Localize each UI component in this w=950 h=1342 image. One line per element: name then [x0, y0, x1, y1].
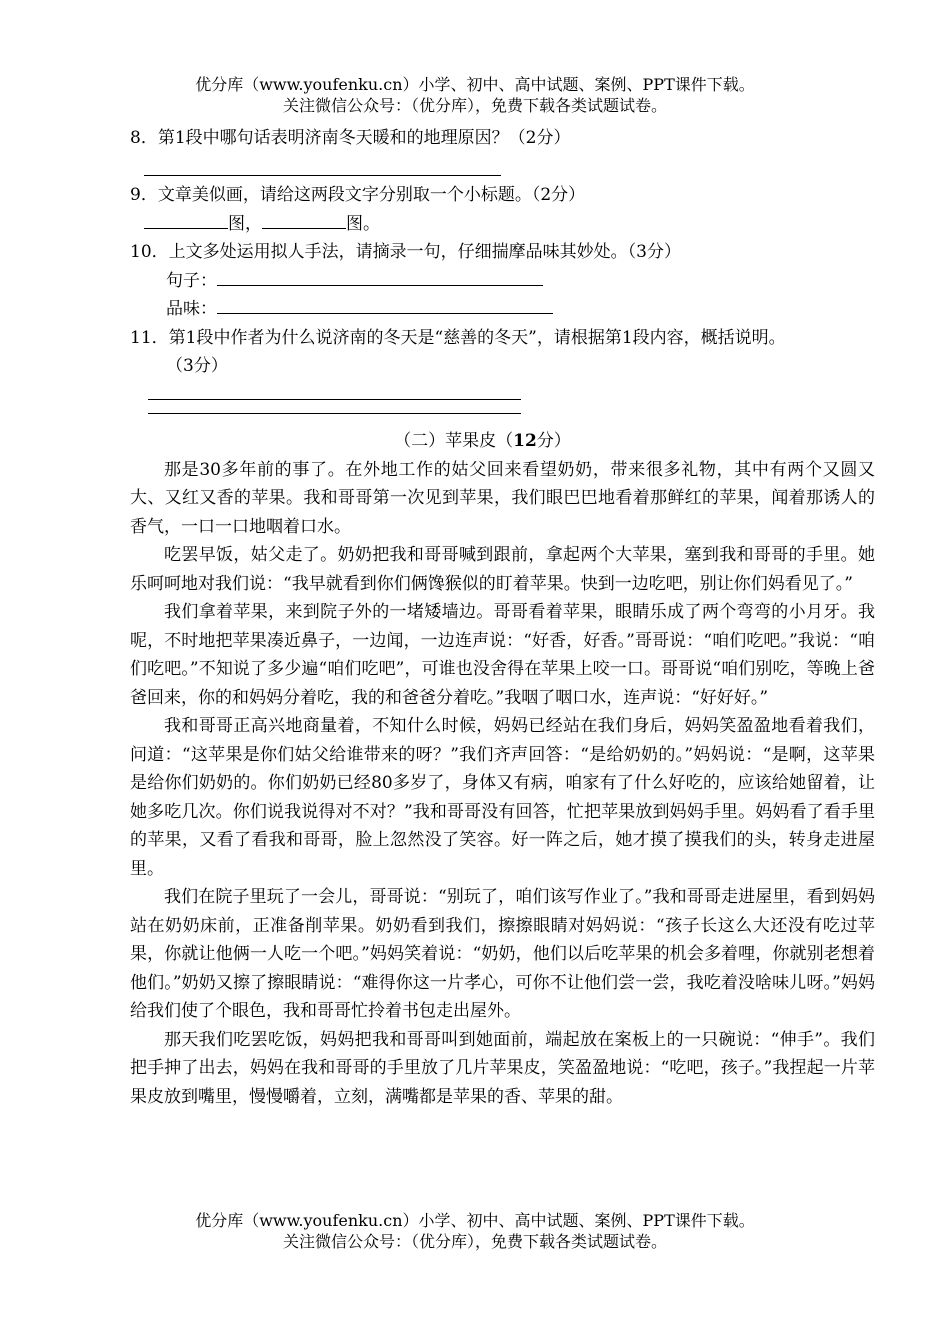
answer-line-q10-taste: [217, 296, 553, 314]
answer-line-q9-1: [144, 211, 228, 229]
header-line-2: 关注微信公众号：（优分库），免费下载各类试题试卷。: [282, 96, 667, 115]
article-paragraph-6: 那天我们吃罢吃饭，妈妈把我和哥哥叫到她面前，端起放在案板上的一只碗说：“伸手”。我们把手抻了出去，妈妈在我和哥哥的手里放了几片苹果皮，笑盈盈地说：“吃吧，孩子。”我捏起一片苹果皮放到嘴里，慢慢嚼着，立刻，满嘴都是苹果的香、苹果的甜。: [130, 1029, 875, 1107]
question-9: 9．文章美似画，请给这两段文字分别取一个小标题。（2分）: [130, 185, 586, 205]
section-2-title-suffix: 分）: [536, 431, 571, 451]
article-paragraph-3: 我们拿着苹果，来到院子外的一堵矮墙边。哥哥看着苹果，眼睛乐成了两个弯弯的小月牙。我呢，不时地把苹果凑近鼻子，一边闻，一边连声说：“好香，好香。”哥哥说：“咱们吃吧。”我说：“咱们吃吧。”不知说了多少遍“咱们吃吧”，可谁也没舍得在苹果上咬一口。哥哥说“咱们别吃，等晚上爸爸回来，你的和妈妈分着吃，我的和爸爸分着吃。”我咽了咽口水，连声说：“好好好。”: [130, 602, 875, 708]
question-11: 11．第1段中作者为什么说济南的冬天是“慈善的冬天”，请根据第1段内容，概括说明。: [130, 327, 786, 348]
q10-sentence-label: 句子：: [166, 270, 217, 291]
answer-line-q8: [144, 175, 501, 176]
answer-line-q10-sentence: [217, 268, 543, 286]
article-paragraph-1: 那是30多年前的事了。在外地工作的姑父回来看望奶奶，带来很多礼物，其中有两个又圆又大、又红又香的苹果。我和哥哥第一次见到苹果，我们眼巴巴地看着那鲜红的苹果，闻着那诱人的香气，一口一口地咽着口水。: [130, 459, 875, 537]
answer-row-q8: [130, 153, 875, 182]
article-paragraph-4: 我和哥哥正高兴地商量着，不知什么时候，妈妈已经站在我们身后，妈妈笑盈盈地看着我们，问道：“这苹果是你们姑父给谁带来的呀？”我们齐声回答：“是给奶奶的。”妈妈说：“是啊，这苹果是给你们奶奶的。你们奶奶已经80多岁了，身体又有病，咱家有了什么好吃的，应该给她留着，让她多吃几次。你们说我说得对不对？”我和哥哥没有回答，忙把苹果放到妈妈手里。妈妈看了看手里的苹果，又看了看我和哥哥，脸上忽然没了笑容。好一阵之后，她才摸了摸我们的头，转身走进屋里。: [130, 716, 875, 879]
page-header: [0, 74, 950, 116]
answer-row-q11-1: [130, 381, 875, 410]
question-8: 8．第1段中哪句话表明济南冬天暖和的地理原因？（2分）: [130, 128, 571, 148]
q10-taste-row: [130, 295, 875, 324]
answer-line-q11-1: [148, 399, 521, 400]
q10-sentence-row: [130, 267, 875, 296]
article-paragraph-2: 吃罢早饭，姑父走了。奶奶把我和哥哥喊到跟前，拿起两个大苹果，塞到我和哥哥的手里。她乐呵呵地对我们说：“我早就看到你们俩馋猴似的盯着苹果。快到一边吃吧，别让你们妈看见了。”: [130, 545, 875, 594]
section-2-score: 12: [513, 431, 537, 451]
answer-line-q11-2: [148, 413, 521, 414]
section-2-title-prefix: （二）苹果皮（: [394, 431, 514, 451]
q9-figure-label-2: 图。: [346, 213, 380, 234]
footer-line-1: 优分库（www.youfenku.cn）小学、初中、高中试题、案例、PPT课件下载。: [195, 1211, 755, 1230]
answer-line-q9-2: [262, 211, 346, 229]
footer-line-2: 关注微信公众号：（优分库），免费下载各类试题试卷。: [282, 1232, 667, 1251]
answer-row-q9: [130, 210, 875, 239]
article-paragraph-5: 我们在院子里玩了一会儿，哥哥说：“别玩了，咱们该写作业了。”我和哥哥走进屋里，看到妈妈站在奶奶床前，正准备削苹果。奶奶看到我们，擦擦眼睛对妈妈说：“孩子长这么大还没有吃过苹果，你就让他俩一人吃一个吧。”妈妈笑着说：“奶奶，他们以后吃苹果的机会多着哩，你就别老想着他们。”奶奶又擦了擦眼睛说：“难得你这一片孝心，可你不让他们尝一尝，我吃着没啥味儿呀。”妈妈给我们使了个眼色，我和哥哥忙拎着书包走出屋外。: [130, 887, 875, 1021]
q9-figure-label-1: 图，: [228, 213, 262, 234]
page-footer: [0, 1210, 950, 1252]
exam-content: [130, 124, 875, 1111]
header-line-1: 优分库（www.youfenku.cn）小学、初中、高中试题、案例、PPT课件下载。: [195, 75, 755, 94]
question-11-score: （3分）: [166, 356, 228, 376]
question-10: 10．上文多处运用拟人手法，请摘录一句，仔细揣摩品味其妙处。（3分）: [130, 242, 681, 262]
q10-taste-label: 品味：: [166, 299, 217, 319]
answer-row-q11-2: [130, 409, 875, 435]
